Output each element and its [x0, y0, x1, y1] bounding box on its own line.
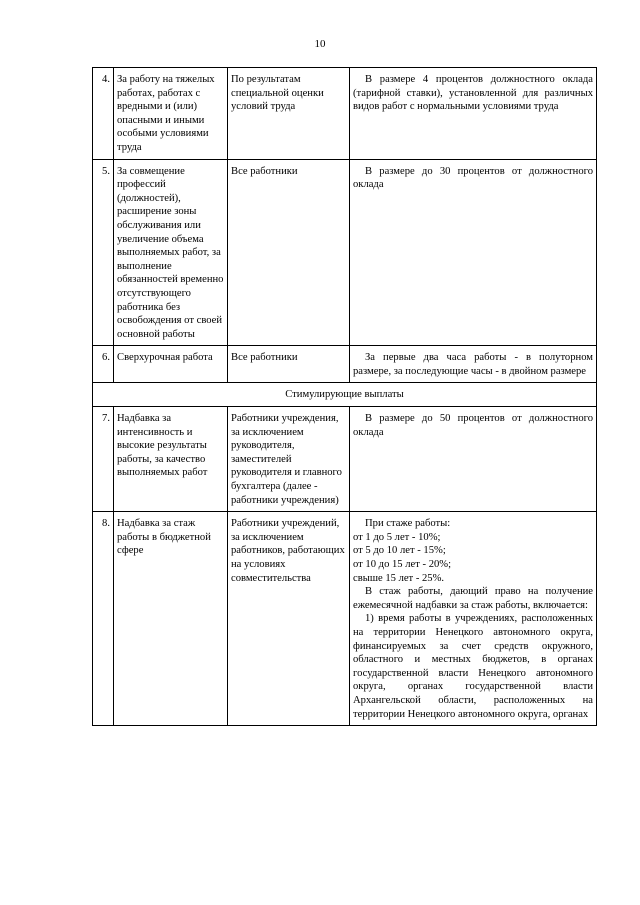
payment-size: За первые два часа работы - в полуторном размере, за последующие часы - в двойном размере [350, 346, 597, 383]
payment-name: За работу на тяжелых работах, работах с вредными и (или) опасными и иными особыми условиями труда [114, 68, 228, 160]
table-row [93, 407, 597, 512]
eligible-employees: Все работники [228, 346, 350, 383]
seniority-range: от 1 до 5 лет - 10%; [353, 531, 441, 543]
row-number: 5. [93, 159, 114, 346]
row-number: 8. [93, 512, 114, 726]
row-number: 4. [93, 68, 114, 160]
payment-name: Надбавка за стаж работы в бюджетной сфере [114, 512, 228, 726]
payment-size: В размере до 50 процентов от должностного оклада [350, 407, 597, 512]
seniority-item: 1) время работы в учреждениях, расположенных на территории Ненецкого автономного округа, финансируемых за счет средств окружного, областного и местных бюджетов, в органах государственной власти Ненецкого автономного округа, органах государственной власти Архангельской области, расположенных на территории Ненецкого автономного округа, органах [353, 613, 593, 720]
seniority-range: от 10 до 15 лет - 20%; [353, 559, 452, 570]
eligible-employees: Работники учреждения, за исключением руководителя, заместителей руководителя и главного бухгалтера (далее - работники учреждения) [228, 407, 350, 512]
eligible-employees: Работники учреждений, за исключением работников, работающих на условиях совместительства [228, 512, 350, 726]
payment-name: За совмещение профессий (должностей), расширение зоны обслуживания или увеличение объема выполняемых работ, за выполнение обязанностей временно отсутствующего работника без освобождения от своей основной работы [114, 159, 228, 346]
table-row [93, 159, 597, 346]
section-title: Стимулирующие выплаты [93, 383, 597, 407]
payment-size: В размере до 30 процентов от должностного оклада [350, 159, 597, 346]
eligible-employees: По результатам специальной оценки условий труда [228, 68, 350, 160]
section-row [93, 383, 597, 407]
table-row [93, 346, 597, 383]
table-row [93, 68, 597, 160]
page-number: 10 [314, 38, 326, 50]
row-number: 6. [93, 346, 114, 383]
payment-name: Надбавка за интенсивность и высокие результаты работы, за качество выполняемых работ [114, 407, 228, 512]
seniority-range: от 5 до 10 лет - 15%; [353, 545, 446, 557]
seniority-intro: При стаже работы: [365, 518, 451, 530]
payment-size: В размере 4 процентов должностного оклада (тарифной ставки), установленной для различных видов работ с нормальными условиями труда [350, 68, 597, 160]
row-number: 7. [93, 407, 114, 512]
table-row [93, 512, 597, 726]
seniority-paragraph: В стаж работы, дающий право на получение ежемесячной надбавки за стаж работы, включается: [353, 586, 593, 611]
payment-name: Сверхурочная работа [114, 346, 228, 383]
payment-size [350, 512, 597, 726]
eligible-employees: Все работники [228, 159, 350, 346]
allowances-table [92, 67, 597, 726]
seniority-range: свыше 15 лет - 25%. [353, 572, 445, 584]
